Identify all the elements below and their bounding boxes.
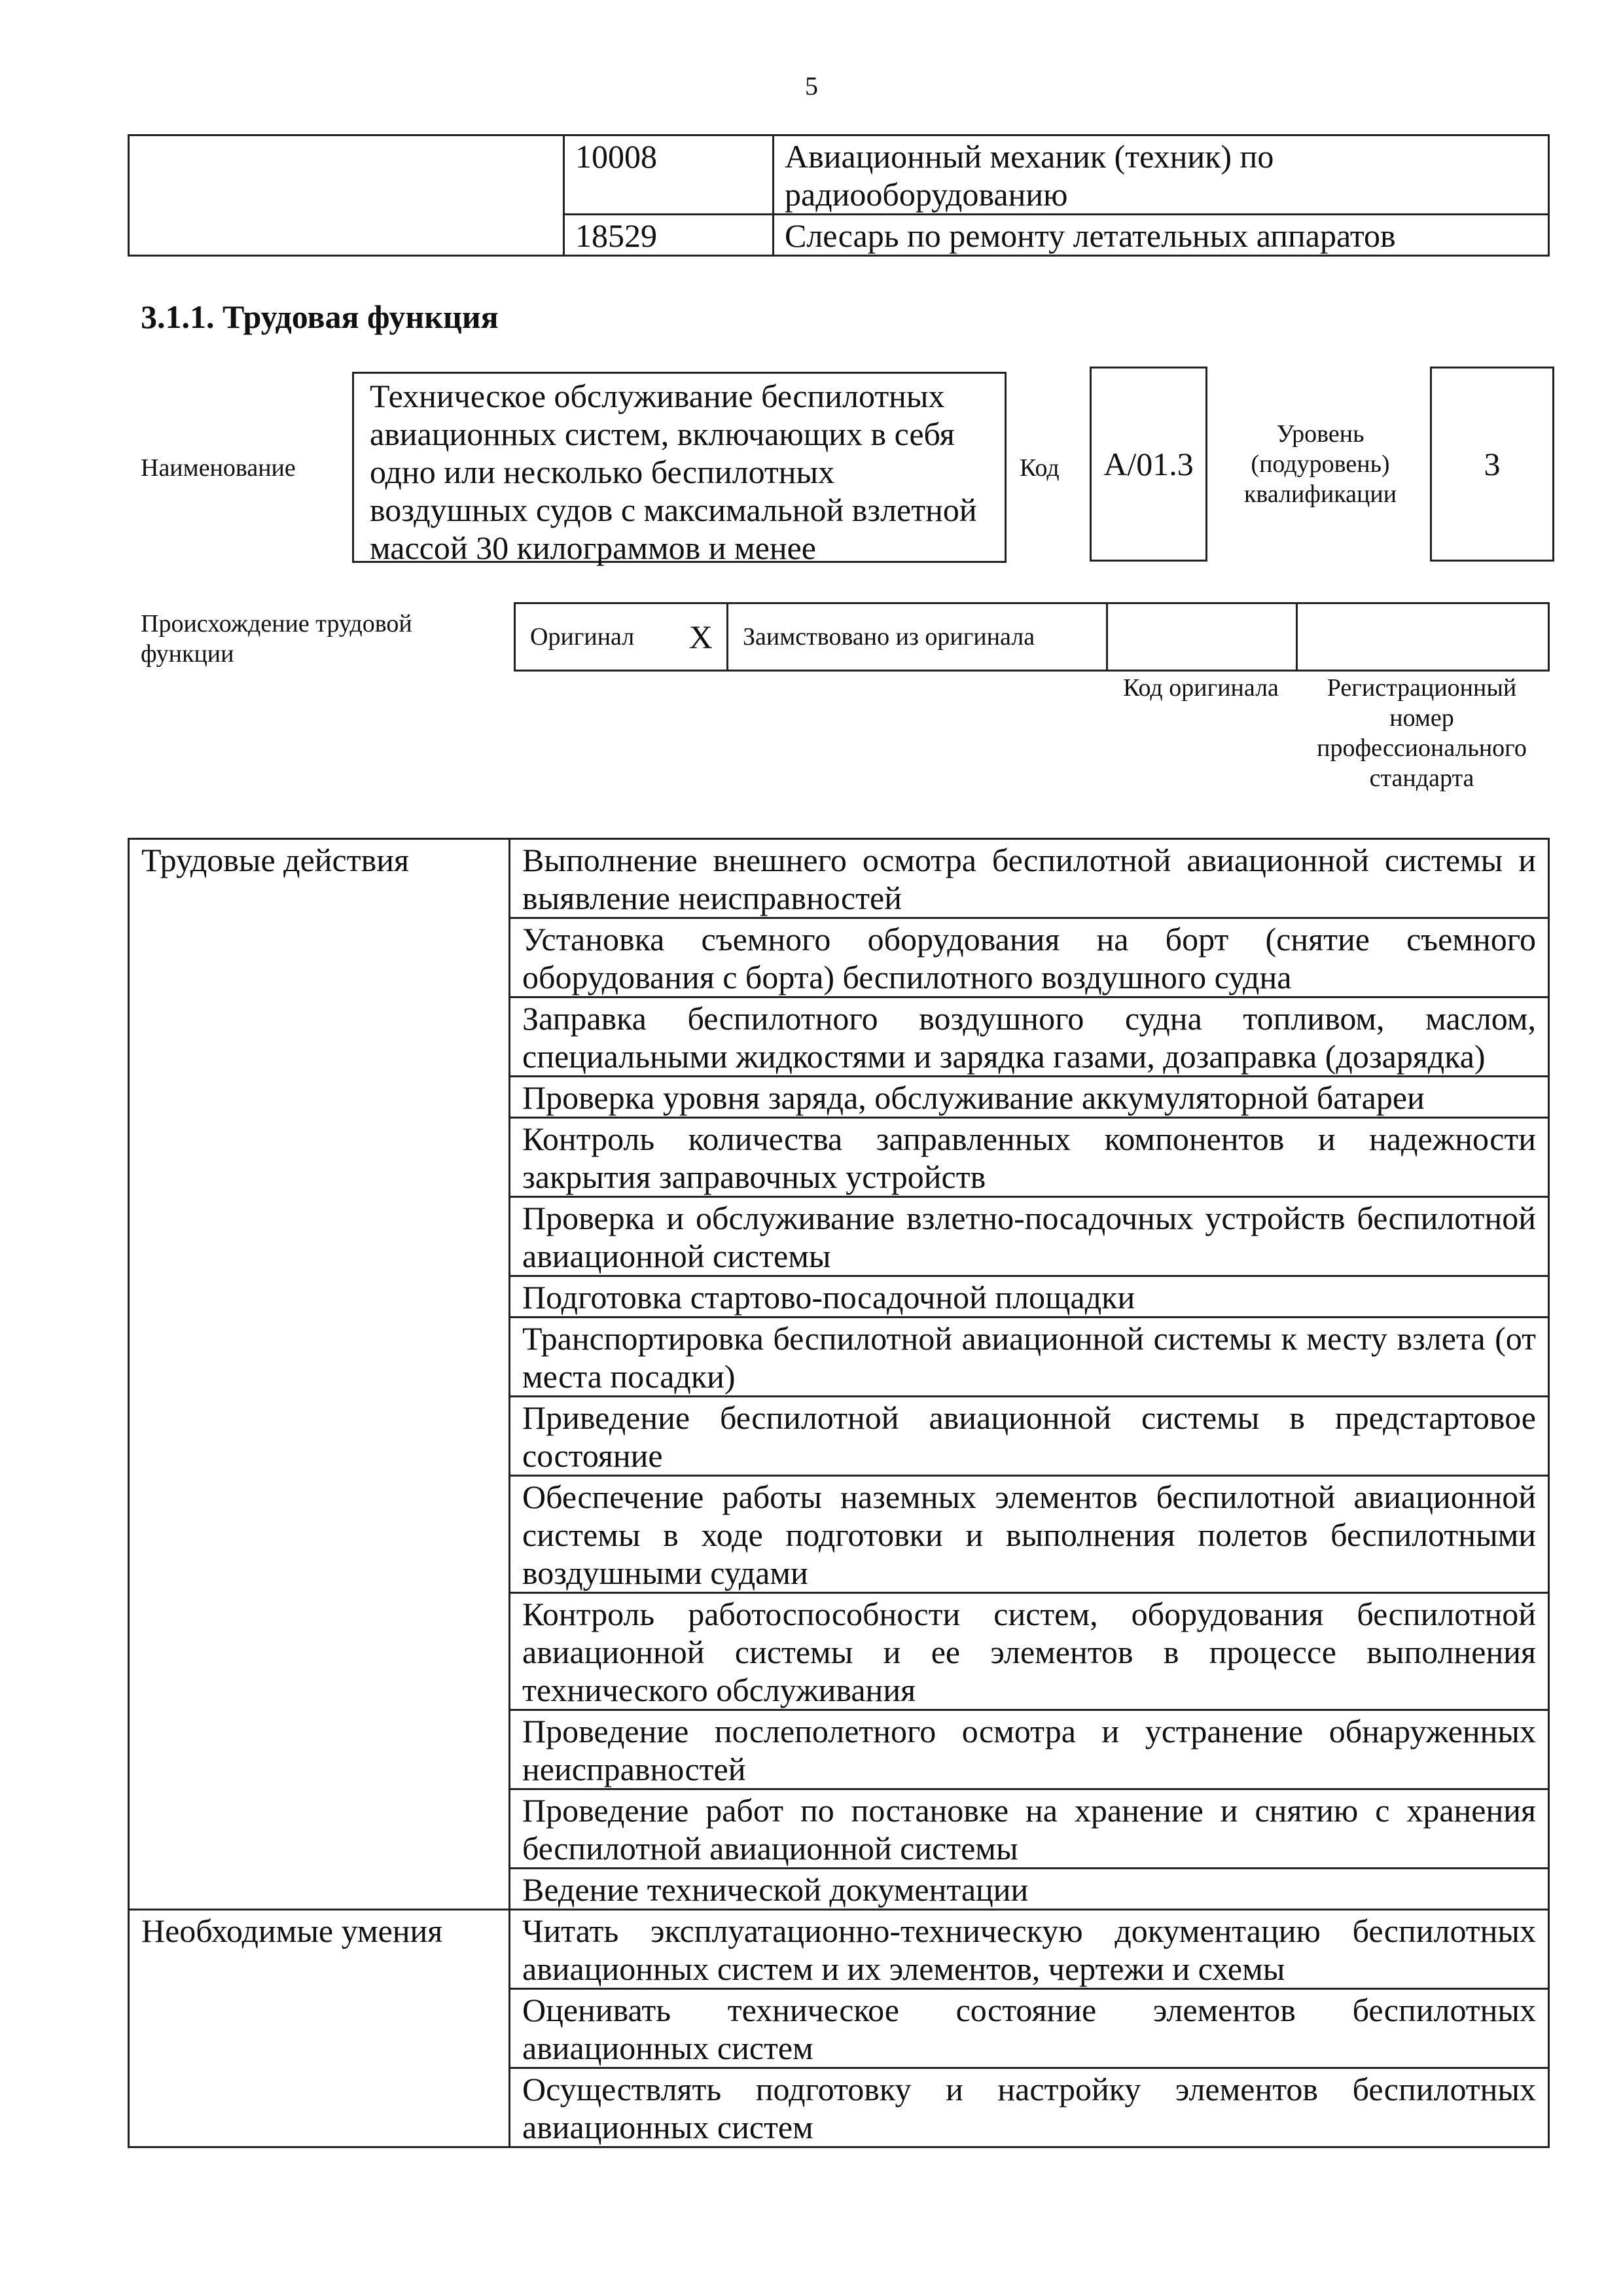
labor-action-item: Приведение беспилотной авиационной системы в предстартовое состояние bbox=[510, 1397, 1549, 1476]
qualification-level: 3 bbox=[1430, 367, 1554, 562]
labor-action-item: Контроль количества заправленных компонентов и надежности закрытия заправочных устройств bbox=[510, 1118, 1549, 1197]
labor-function-table bbox=[128, 838, 1550, 2148]
occupations-table bbox=[128, 134, 1550, 257]
table-row bbox=[129, 839, 1549, 918]
level-label: Уровень (подуровень) квалификации bbox=[1243, 420, 1397, 508]
occupation-code: 10008 bbox=[564, 135, 774, 215]
required-skills-label: Необходимые умения bbox=[129, 1910, 510, 2147]
labor-action-item: Проведение послеполетного осмотра и устранение обнаруженных неисправностей bbox=[510, 1710, 1549, 1789]
skill-item: Оценивать техническое состояние элементов беспилотных авиационных систем bbox=[510, 1989, 1549, 2068]
skill-item: Осуществлять подготовку и настройку элементов беспилотных авиационных систем bbox=[510, 2068, 1549, 2147]
labor-action-item: Установка съемного оборудования на борт (снятие съемного оборудования с борта) беспилотного воздушного судна bbox=[510, 918, 1549, 997]
skill-item: Читать эксплуатационно-техническую документацию беспилотных авиационных систем и их элементов, чертежи и схемы bbox=[510, 1910, 1549, 1989]
labor-action-item: Проверка и обслуживание взлетно-посадочных устройств беспилотной авиационной системы bbox=[510, 1197, 1549, 1276]
code-label: Код bbox=[1020, 454, 1060, 482]
occupation-code: 18529 bbox=[564, 215, 774, 256]
table-row bbox=[129, 1910, 1549, 1989]
original-label: Оригинал bbox=[515, 603, 675, 671]
occupation-title: Авиационный механик (техник) по радиооборудованию bbox=[774, 135, 1549, 215]
function-code: A/01.3 bbox=[1090, 367, 1207, 562]
labor-action-item: Заправка беспилотного воздушного судна топливом, маслом, специальными жидкостями и зарядка газами, дозаправка (дозарядка) bbox=[510, 997, 1549, 1077]
table-row bbox=[129, 135, 1549, 215]
origin-label: Происхождение трудовой функции bbox=[141, 610, 412, 668]
labor-action-item: Обеспечение работы наземных элементов беспилотной авиационной системы в ходе подготовки и выполнения полетов беспилотными воздушными судами bbox=[510, 1476, 1549, 1593]
borrowed-label: Заимствовано из оригинала bbox=[728, 603, 1107, 671]
occupation-title: Слесарь по ремонту летательных аппаратов bbox=[774, 215, 1549, 256]
empty-cell bbox=[129, 135, 564, 256]
original-mark: X bbox=[675, 603, 728, 671]
table-row bbox=[515, 603, 1549, 671]
labor-action-item: Ведение технической документации bbox=[510, 1869, 1549, 1910]
registration-caption: Регистрационный номер профессионального стандарта bbox=[1317, 674, 1527, 792]
registration-number-cell bbox=[1297, 603, 1549, 671]
section-heading: 3.1.1. Трудовая функция bbox=[141, 298, 499, 335]
function-name: Техническое обслуживание беспилотных авиационных систем, включающих в себя одно или несколько беспилотных воздушных судов с максимальной взлетной массой 30 килограммов и менее bbox=[352, 372, 1007, 563]
original-code-cell bbox=[1107, 603, 1297, 671]
page-number: 5 bbox=[805, 71, 818, 101]
labor-action-item: Контроль работоспособности систем, оборудования беспилотной авиационной системы и ее элементов в процессе выполнения технического обслуживания bbox=[510, 1593, 1549, 1710]
labor-actions-label: Трудовые действия bbox=[129, 839, 510, 1910]
labor-action-item: Транспортировка беспилотной авиационной системы к месту взлета (от места посадки) bbox=[510, 1318, 1549, 1397]
labor-action-item: Подготовка стартово-посадочной площадки bbox=[510, 1276, 1549, 1318]
original-code-caption: Код оригинала bbox=[1123, 674, 1279, 702]
labor-action-item: Выполнение внешнего осмотра беспилотной авиационной системы и выявление неисправностей bbox=[510, 839, 1549, 918]
name-label: Наименование bbox=[141, 454, 296, 482]
labor-action-item: Проведение работ по постановке на хранение и снятию с хранения беспилотной авиационной системы bbox=[510, 1789, 1549, 1869]
labor-action-item: Проверка уровня заряда, обслуживание аккумуляторной батареи bbox=[510, 1077, 1549, 1118]
origin-table bbox=[514, 602, 1550, 672]
